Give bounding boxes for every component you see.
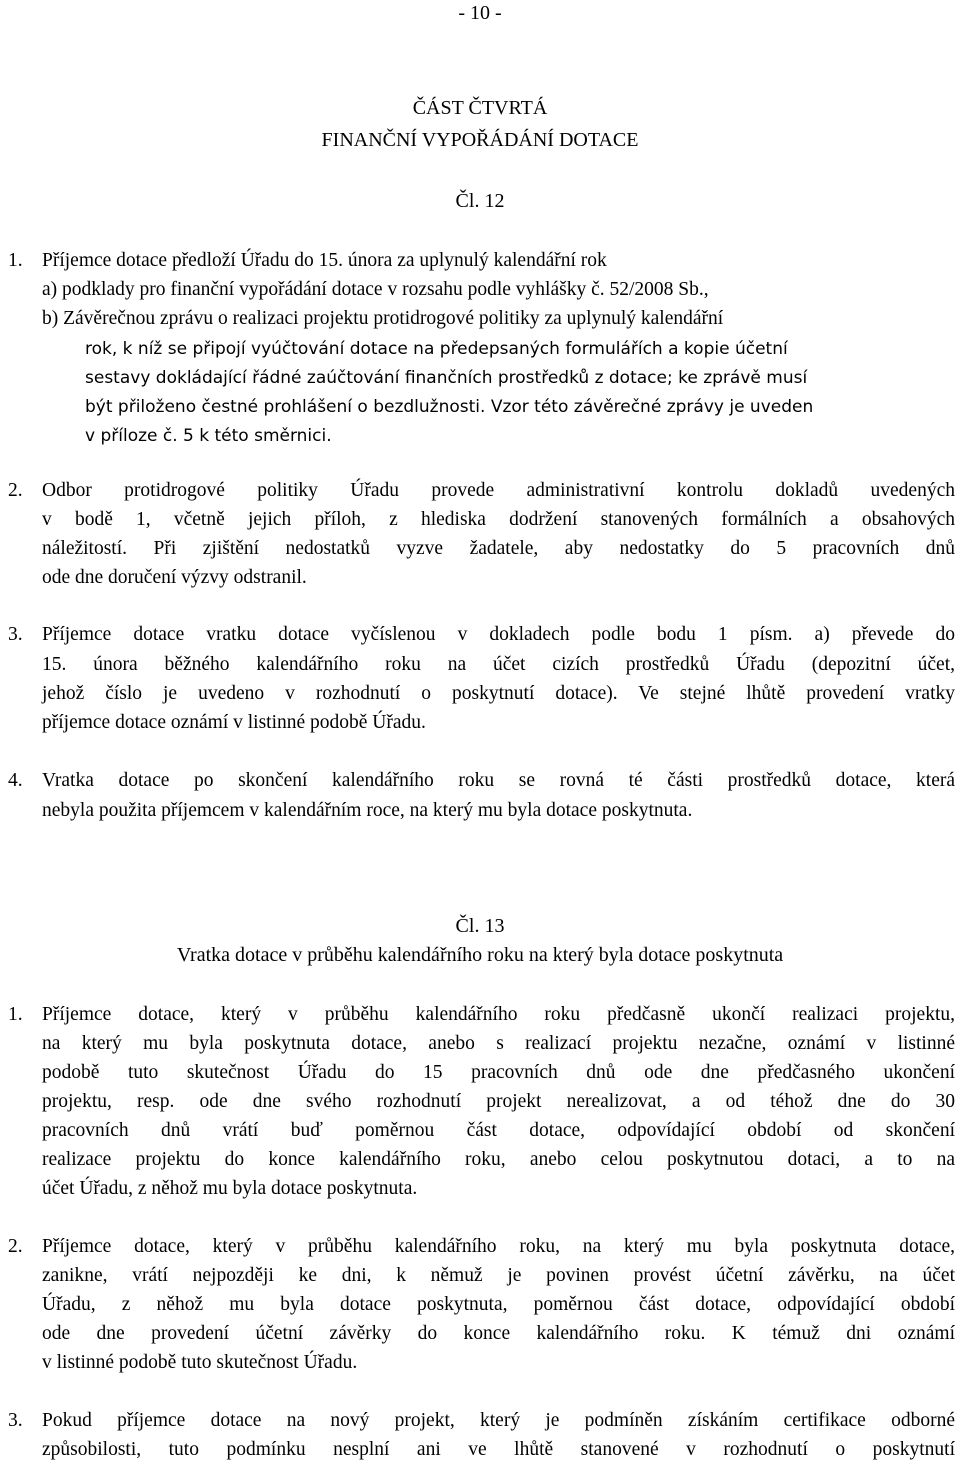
text-line: Příjemce dotace, který v průběhu kalendářního roku předčasně ukončí realizaci projektu, [42, 1004, 955, 1025]
text-line: sestavy dokládající řádné zaúčtování finančních prostředků z dotace; ke zprávě musí [85, 368, 808, 388]
text-line: v příloze č. 5 k této směrnici. [85, 426, 332, 446]
text-line: Vratka dotace po skončení kalendářního roku se rovná té části prostředků dotace, která [42, 770, 955, 791]
text-line: 15. února běžného kalendářního roku na účet cizích prostředků Úřadu (depozitní účet, [42, 654, 955, 675]
text-line: účet Úřadu, z něhož mu byla dotace poskytnuta. [42, 1178, 418, 1199]
text-line: Příjemce dotace vratku dotace vyčíslenou v dokladech podle bodu 1 písm. a) převede do [42, 624, 955, 645]
text-line: realizace projektu do konce kalendářního roku, anebo celou poskytnutou dotaci, a to na [42, 1149, 955, 1170]
text-line: jehož číslo je uvedeno v rozhodnutí o poskytnutí dotace). Ve stejné lhůtě provedení vratky [42, 683, 955, 704]
item-number: 3. [8, 1410, 23, 1431]
text-line: na který mu byla poskytnuta dotace, anebo s realizací projektu nezačne, oznámí v listinné [42, 1033, 955, 1054]
text-line: být přiloženo čestné prohlášení o bezdlužnosti. Vzor této závěrečné zprávy je uveden [85, 397, 814, 417]
text-line: zanikne, vrátí nejpozději ke dni, k němuž je povinen provést účetní závěrku, na účet [42, 1265, 955, 1286]
text-line: pracovních dnů vrátí buď poměrnou část dotace, odpovídající období od skončení [42, 1120, 955, 1141]
text-line: Úřadu, z něhož mu byla dotace poskytnuta, poměrnou část dotace, odpovídající období [42, 1294, 955, 1315]
item-number: 4. [8, 770, 23, 791]
text-line: podobě tuto skutečnost Úřadu do 15 pracovních dnů ode dne předčasného ukončení [42, 1062, 955, 1083]
text-line: a) podklady pro finanční vypořádání dotace v rozsahu podle vyhlášky č. 52/2008 Sb., [42, 279, 709, 300]
text-line: Příjemce dotace předloží Úřadu do 15. února za uplynulý kalendářní rok [42, 250, 607, 271]
text-line: Příjemce dotace, který v průběhu kalendářního roku, na který mu byla poskytnuta dotace, [42, 1236, 955, 1257]
article-13-title: Vratka dotace v průběhu kalendářního roku na který byla dotace poskytnuta [176, 944, 784, 966]
item-number: 1. [8, 250, 23, 271]
item-number: 2. [8, 1236, 23, 1257]
text-line: ode dne provedení účetní závěrky do konce kalendářního roku. K témuž dni oznámí [42, 1323, 955, 1344]
text-line: způsobilosti, tuto podmínku nesplní ani ve lhůtě stanovené v rozhodnutí o poskytnutí [42, 1439, 955, 1460]
text-line: rok, k níž se připojí vyúčtování dotace na předepsaných formulářích a kopie účetní [85, 339, 788, 359]
text-line: v bodě 1, včetně jejich příloh, z hlediska dodržení stanovených formálních a obsahových [42, 509, 955, 530]
text-line: ode dne doručení výzvy odstranil. [42, 567, 307, 588]
text-line: b) Závěrečnou zprávu o realizaci projektu protidrogové politiky za uplynulý kalendářní [42, 308, 724, 329]
item-number: 2. [8, 480, 23, 501]
text-line: Pokud příjemce dotace na nový projekt, který je podmíněn získáním certifikace odborné [42, 1410, 955, 1431]
text-line: náležitostí. Při zjištění nedostatků vyzve žadatele, aby nedostatky do 5 pracovních dnů [42, 538, 955, 559]
text-line: nebyla použita příjemcem v kalendářním roce, na který mu byla dotace poskytnuta. [42, 800, 693, 821]
article-13-heading: Čl. 13 [455, 915, 505, 937]
part-title: ČÁST ČTVRTÁ [412, 97, 548, 119]
item-number: 1. [8, 1004, 23, 1025]
text-line: Odbor protidrogové politiky Úřadu provede administrativní kontrolu dokladů uvedených [42, 480, 955, 501]
article-12-heading: Čl. 12 [455, 190, 505, 212]
item-number: 3. [8, 624, 23, 645]
text-line: projektu, resp. ode dne svého rozhodnutí projekt nerealizovat, a od téhož dne do 30 [42, 1091, 955, 1112]
text-line: příjemce dotace oznámí v listinné podobě Úřadu. [42, 712, 426, 733]
page-number: - 10 - [458, 2, 502, 24]
text-line: v listinné podobě tuto skutečnost Úřadu. [42, 1352, 358, 1373]
part-subtitle: FINANČNÍ VYPOŘÁDÁNÍ DOTACE [321, 129, 639, 151]
